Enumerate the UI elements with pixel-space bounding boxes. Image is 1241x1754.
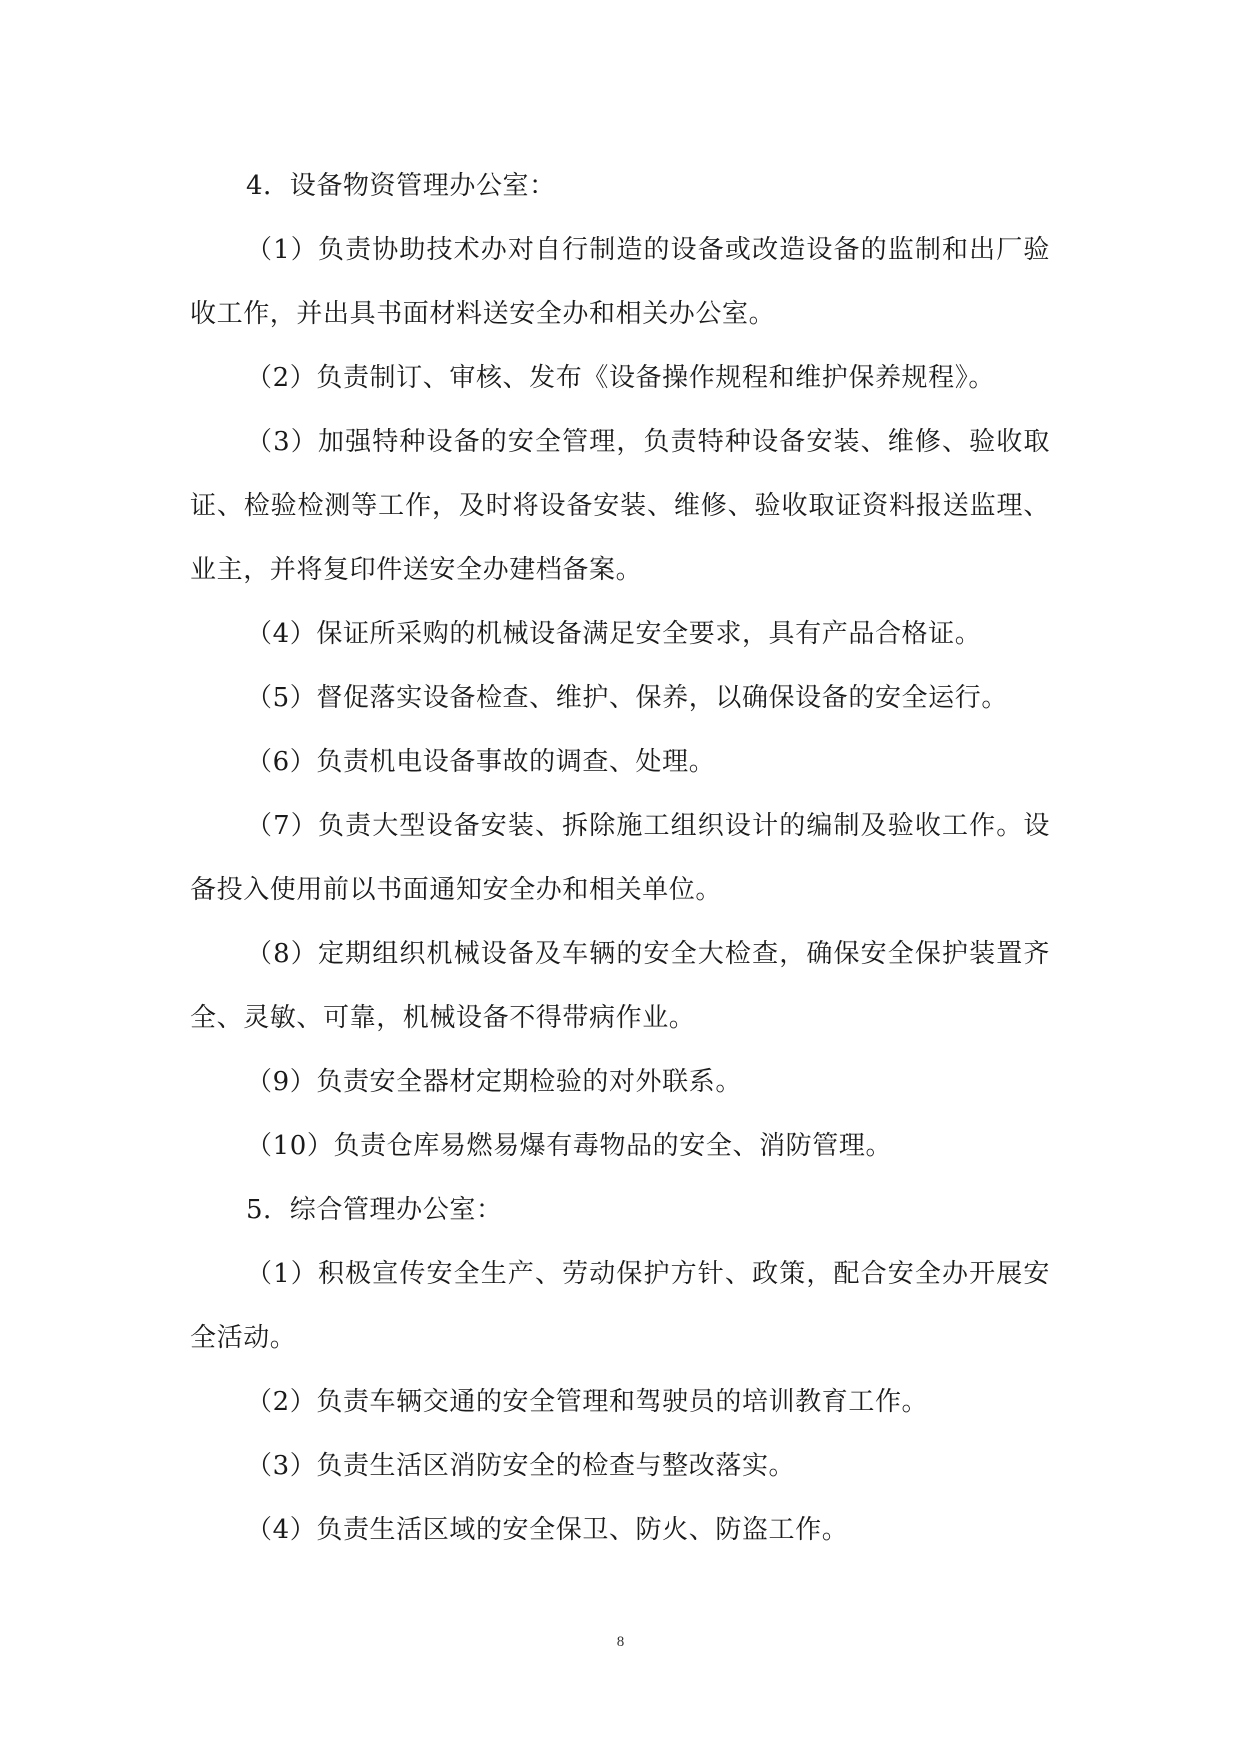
paragraph-item: （7）负责大型设备安装、拆除施工组织设计的编制及验收工作。设备投入使用前以书面通知安全办和相关单位。 <box>190 811 1050 905</box>
document-body <box>190 154 1050 1562</box>
page-number: 8 <box>616 1634 625 1650</box>
section-heading-equipment-office: 4．设备物资管理办公室： <box>246 171 556 201</box>
paragraph-item: （1）积极宣传安全生产、劳动保护方针、政策，配合安全办开展安全活动。 <box>190 1259 1050 1353</box>
paragraph-item: （2）负责车辆交通的安全管理和驾驶员的培训教育工作。 <box>246 1387 929 1417</box>
paragraph-item: （3）加强特种设备的安全管理，负责特种设备安装、维修、验收取证、检验检测等工作，及时将设备安装、维修、验收取证资料报送监理、业主，并将复印件送安全办建档备案。 <box>190 427 1050 585</box>
paragraph-item: （4）负责生活区域的安全保卫、防火、防盗工作。 <box>246 1515 849 1545</box>
paragraph-item: （1）负责协助技术办对自行制造的设备或改造设备的监制和出厂验收工作，并出具书面材料送安全办和相关办公室。 <box>190 235 1050 329</box>
paragraph-item: （3）负责生活区消防安全的检查与整改落实。 <box>246 1451 796 1481</box>
paragraph-item: （2）负责制订、审核、发布《设备操作规程和维护保养规程》。 <box>246 363 995 393</box>
paragraph-item: （6）负责机电设备事故的调查、处理。 <box>246 747 716 777</box>
section-heading-general-office: 5．综合管理办公室： <box>246 1195 503 1225</box>
paragraph-item: （10）负责仓库易燃易爆有毒物品的安全、消防管理。 <box>246 1131 893 1161</box>
paragraph-item: （5）督促落实设备检查、维护、保养，以确保设备的安全运行。 <box>246 683 1008 713</box>
paragraph-item: （4）保证所采购的机械设备满足安全要求，具有产品合格证。 <box>246 619 982 649</box>
paragraph-item: （9）负责安全器材定期检验的对外联系。 <box>246 1067 742 1097</box>
paragraph-item: （8）定期组织机械设备及车辆的安全大检查，确保安全保护装置齐全、灵敏、可靠，机械设备不得带病作业。 <box>190 939 1050 1033</box>
